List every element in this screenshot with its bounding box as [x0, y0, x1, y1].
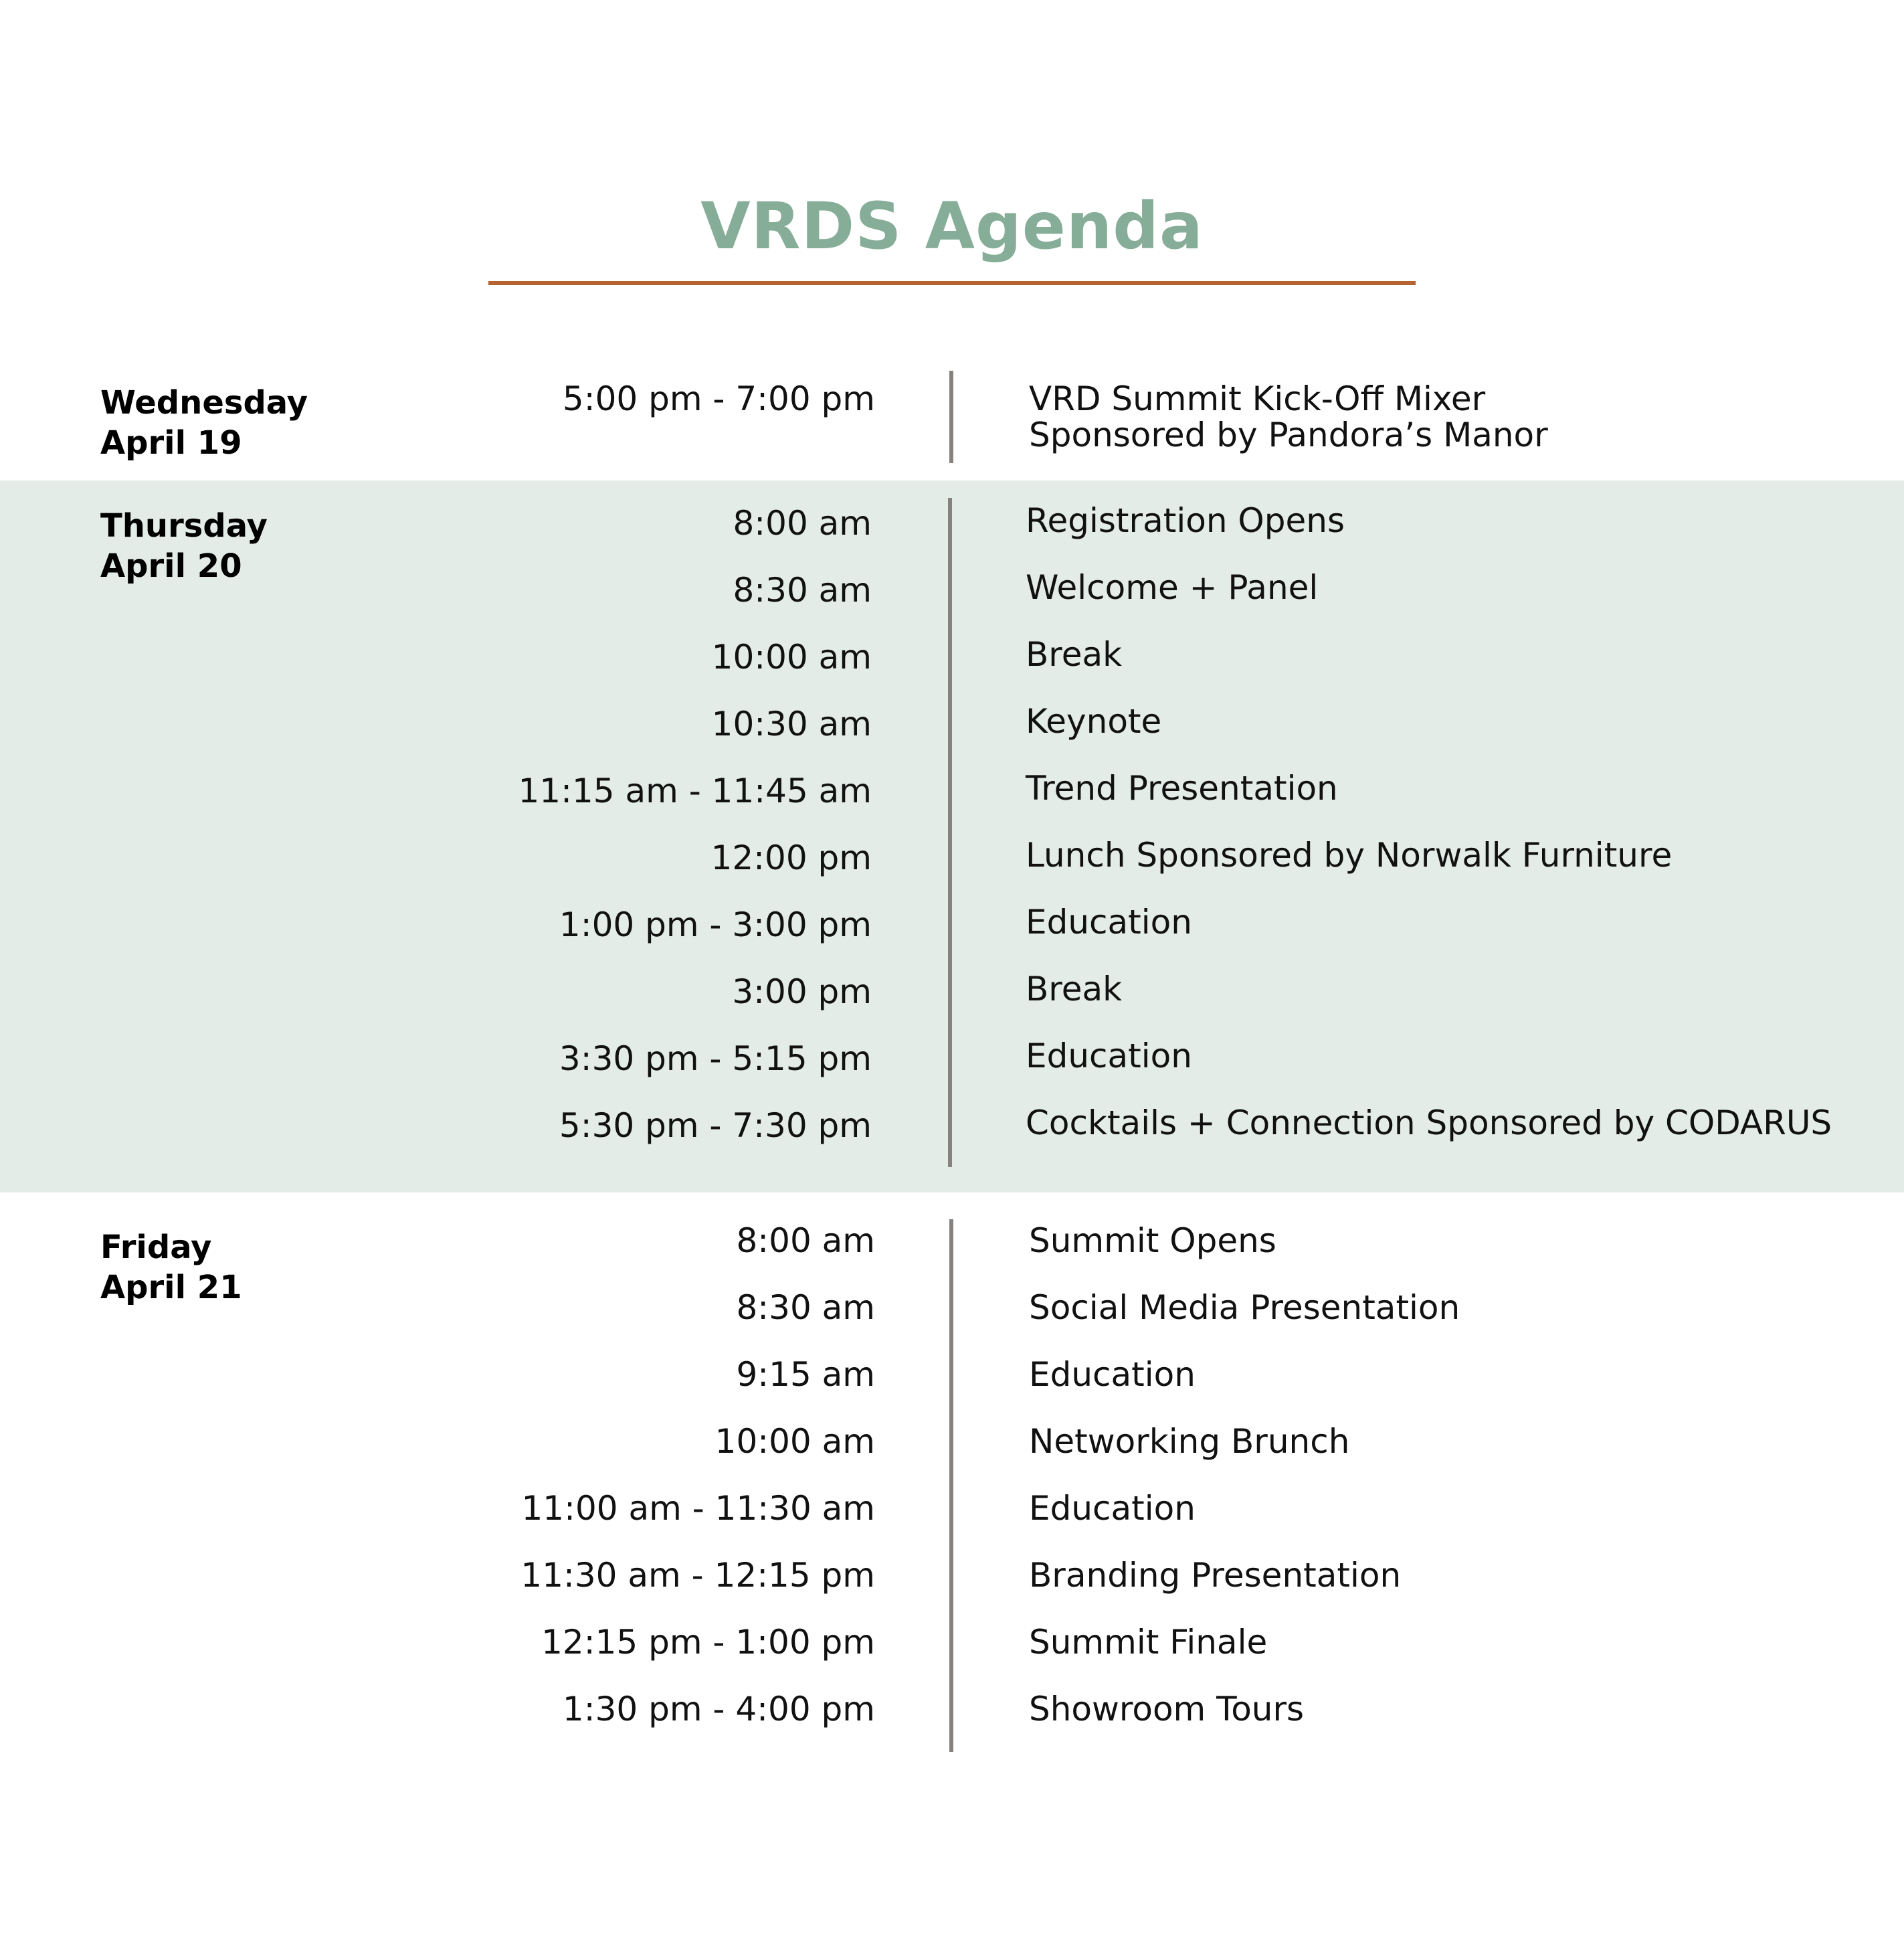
agenda-event: Summit Finale	[1029, 1623, 1268, 1662]
agenda-time: 10:30 am	[711, 705, 872, 743]
agenda-time: 12:00 pm	[710, 838, 872, 877]
agenda-row	[0, 1488, 1904, 1555]
day-section-thursday	[0, 480, 1904, 1192]
day-weekday: Wednesday	[100, 384, 308, 422]
agenda-row	[0, 768, 1904, 835]
agenda-time: 1:30 pm - 4:00 pm	[562, 1690, 875, 1728]
agenda-time: 5:00 pm - 7:00 pm	[562, 379, 875, 418]
agenda-event: Lunch Sponsored by Norwalk Furniture	[1026, 836, 1673, 875]
agenda-time: 11:30 am - 12:15 pm	[520, 1556, 875, 1595]
agenda-time: 3:00 pm	[732, 972, 872, 1011]
agenda-row	[0, 835, 1904, 902]
agenda-event: Education	[1029, 1355, 1196, 1394]
agenda-row	[0, 969, 1904, 1036]
agenda-event: Break	[1026, 635, 1123, 674]
agenda-row	[0, 1354, 1904, 1421]
agenda-time: 3:30 pm - 5:15 pm	[559, 1039, 872, 1078]
agenda-time: 8:00 am	[736, 1221, 875, 1260]
agenda-time: 11:15 am - 11:45 am	[518, 772, 872, 810]
agenda-row	[0, 1288, 1904, 1354]
day-date: April 21	[100, 1269, 242, 1306]
agenda-event: VRD Summit Kick-Off Mixer	[1029, 379, 1486, 418]
agenda-row	[0, 1555, 1904, 1622]
agenda-row	[0, 501, 1904, 567]
agenda-event: Education	[1026, 1037, 1192, 1075]
day-section-friday	[0, 1192, 1904, 1768]
agenda-time: 1:00 pm - 3:00 pm	[559, 905, 872, 944]
agenda-event: Education	[1029, 1489, 1196, 1528]
agenda-row	[0, 379, 1904, 454]
agenda-time: 11:00 am - 11:30 am	[521, 1489, 875, 1528]
agenda-row	[0, 1689, 1904, 1756]
agenda-event: Keynote	[1026, 702, 1162, 741]
agenda-time: 10:00 am	[711, 638, 872, 677]
agenda-time: 12:15 pm - 1:00 pm	[541, 1623, 875, 1662]
day-weekday: Friday	[100, 1229, 212, 1266]
agenda-event: Branding Presentation	[1029, 1556, 1402, 1595]
agenda-row	[0, 634, 1904, 701]
agenda-time: 8:30 am	[736, 1288, 875, 1327]
agenda-event-sponsor: Sponsored by Pandora’s Manor	[1029, 416, 1548, 454]
agenda-event: Networking Brunch	[1029, 1422, 1350, 1461]
agenda-row	[0, 701, 1904, 768]
agenda-event: Break	[1026, 970, 1123, 1008]
agenda-row	[0, 902, 1904, 969]
agenda-event: Cocktails + Connection Sponsored by CODARUS	[1026, 1103, 1832, 1142]
agenda-row	[0, 1221, 1904, 1288]
agenda-time: 8:00 am	[733, 504, 872, 543]
agenda-time: 5:30 pm - 7:30 pm	[559, 1106, 872, 1145]
page-title: VRDS Agenda	[700, 189, 1204, 264]
day-date: April 20	[100, 547, 242, 585]
agenda-row	[0, 1036, 1904, 1103]
day-date: April 19	[100, 424, 242, 462]
title-underline	[488, 281, 1416, 285]
day-section-wednesday	[0, 361, 1904, 480]
agenda-event: Showroom Tours	[1029, 1690, 1305, 1728]
agenda-event: Registration Opens	[1026, 501, 1345, 540]
agenda-row	[0, 1421, 1904, 1488]
agenda-time: 8:30 am	[733, 571, 872, 610]
day-weekday: Thursday	[100, 507, 268, 545]
agenda-row	[0, 567, 1904, 634]
agenda-time: 9:15 am	[736, 1355, 875, 1394]
agenda-event: Social Media Presentation	[1029, 1288, 1460, 1327]
agenda-event: Trend Presentation	[1026, 769, 1338, 808]
agenda-event: Education	[1026, 903, 1192, 942]
agenda-row	[0, 1103, 1904, 1170]
agenda-event: Welcome + Panel	[1026, 568, 1319, 607]
agenda-event: Summit Opens	[1029, 1221, 1276, 1260]
agenda-row	[0, 1622, 1904, 1689]
agenda-time: 10:00 am	[715, 1422, 875, 1461]
